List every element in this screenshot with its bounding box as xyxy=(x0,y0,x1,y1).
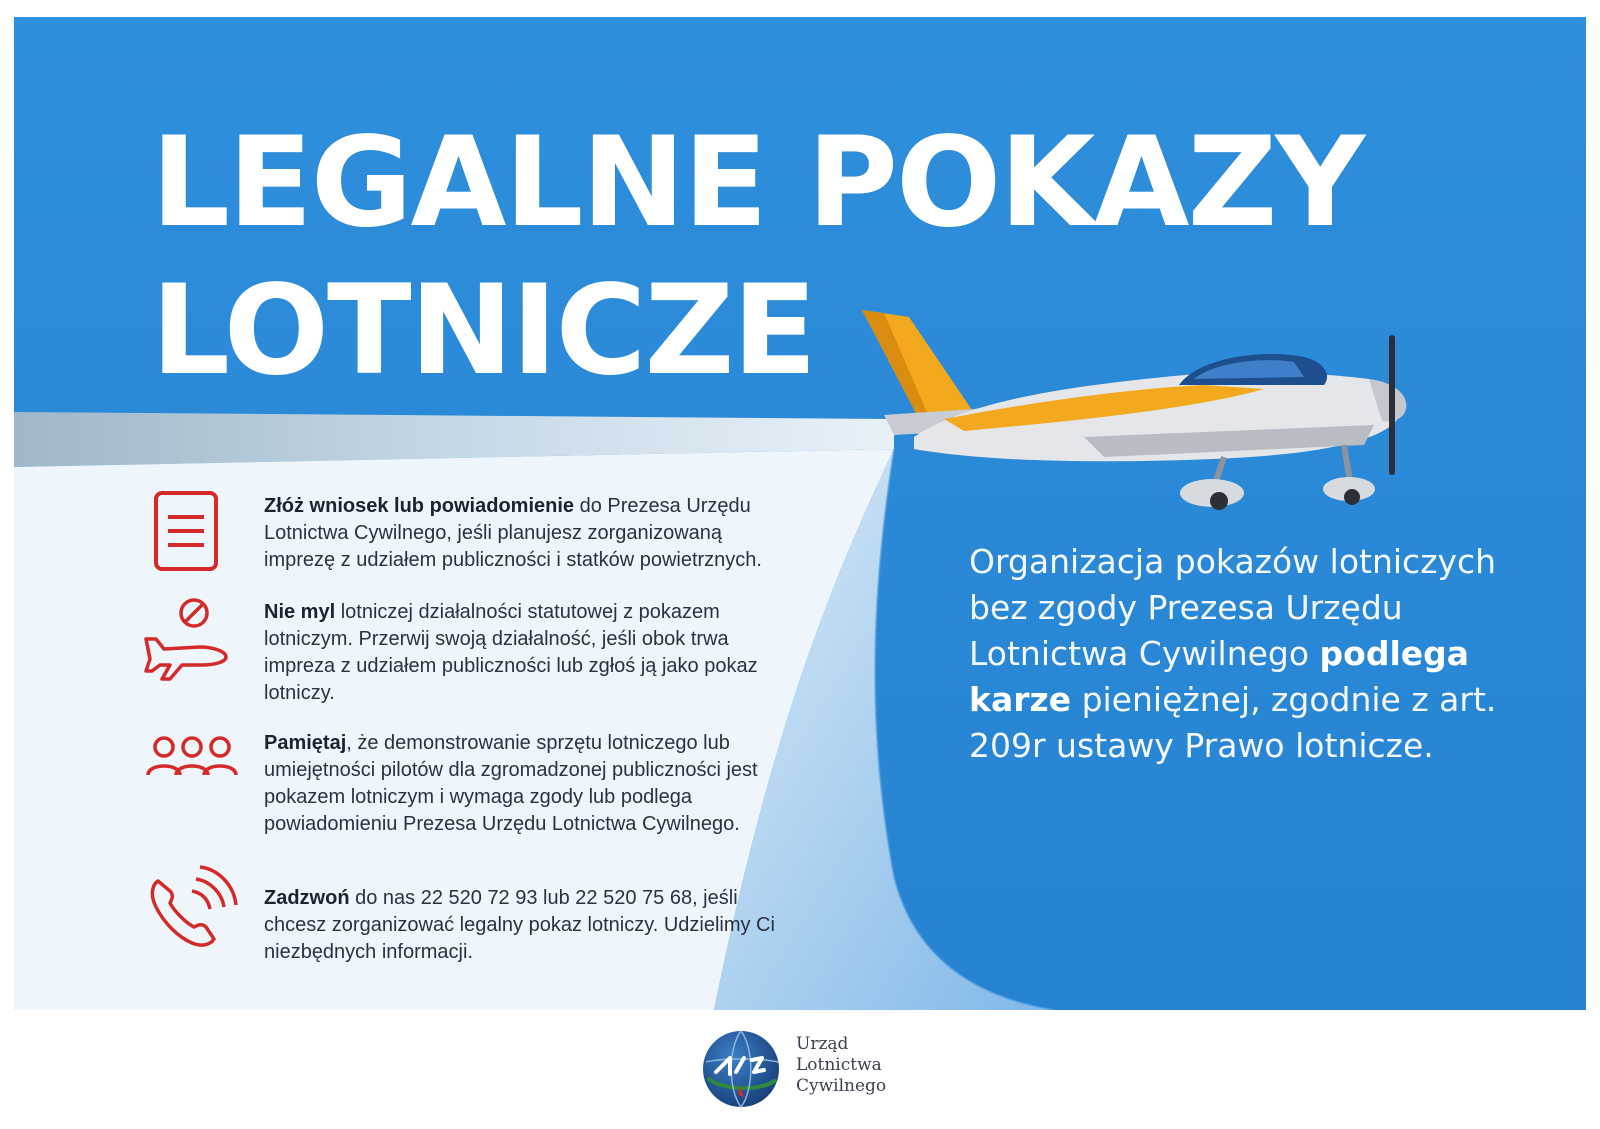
info-item-text: lotniczej działalności statutowej z pokazem lotniczym. Przerwij swoją działalność, jeśli obok trwa impreza z udziałem publiczności lub zgłoś ją jako pokaz lotniczy. xyxy=(264,601,758,704)
headline-line-1: LEGALNE POKAZY xyxy=(151,111,1364,255)
notice-part-1: Organizacja pokazów lotniczych bez zgody Prezesa Urzędu Lotnictwa Cywilnego xyxy=(969,542,1497,673)
info-item-bold: Nie myl xyxy=(264,601,336,623)
info-item-remember xyxy=(264,730,784,838)
people-group-icon xyxy=(142,725,242,815)
ulc-globe-logo xyxy=(700,1028,782,1110)
logo-line-2: Lotnictwa xyxy=(796,1055,882,1075)
penalty-notice xyxy=(969,539,1529,769)
info-item-application xyxy=(264,493,784,574)
logo-line-3: Cywilnego xyxy=(796,1076,887,1096)
info-item-bold: Pamiętaj xyxy=(264,732,347,754)
logo-line-1: Urząd xyxy=(796,1034,849,1054)
document-icon xyxy=(144,487,244,577)
info-item-text: , że demonstrowanie sprzętu lotniczego lub umiejętności pilotów dla zgromadzonej publiczności jest pokazem lotniczym i wymaga zgody lub podlega powiadomieniu Prezesa Urzędu Lotnictwa Cywilnego. xyxy=(264,732,758,835)
info-item-bold: Złóż wniosek lub powiadomienie xyxy=(264,495,575,517)
logo-caption xyxy=(796,1034,976,1097)
info-item-dont-confuse xyxy=(264,599,784,707)
headline-line-2: LOTNICZE xyxy=(151,259,816,403)
phone-call-icon xyxy=(142,865,242,955)
notice-part-2: pieniężnej, zgodnie z art. 209r ustawy Prawo lotnicze. xyxy=(969,680,1497,765)
no-airplane-icon xyxy=(140,595,240,685)
notice-bold: podlega karze xyxy=(969,634,1470,719)
info-item-bold: Zadzwoń xyxy=(264,887,350,909)
poster-headline xyxy=(151,109,1363,405)
info-item-call xyxy=(264,885,784,966)
poster xyxy=(14,17,1586,1010)
info-item-text: do Prezesa Urzędu Lotnictwa Cywilnego, jeśli planujesz zorganizowaną imprezę z udziałem publiczności i statków powietrznych. xyxy=(264,495,762,571)
info-item-text: do nas 22 520 72 93 lub 22 520 75 68, jeśli chcesz zorganizować legalny pokaz lotniczy. Udzielimy Ci niezbędnych informacji. xyxy=(264,887,775,963)
